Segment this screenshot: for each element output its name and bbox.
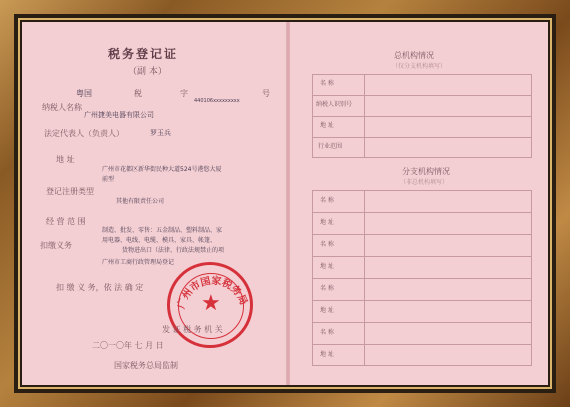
table2-row-line: [312, 256, 532, 257]
table1-label: 名 称: [320, 80, 334, 87]
seal-lettering: [170, 265, 256, 351]
cert-end: 号: [262, 89, 270, 98]
table1-label: 地 址: [320, 122, 334, 129]
table2-label: 地 址: [320, 263, 334, 270]
value-scope-1: 制造、批发、零售：五金制品、塑料制品、家: [102, 227, 223, 234]
label-legal-rep: 法定代表人（负责人）: [44, 129, 124, 138]
certificate-title: 税务登记证: [108, 47, 179, 61]
table2-label: 名 称: [320, 329, 334, 336]
table2-label: 地 址: [320, 307, 334, 314]
value-reg-type: 其他有限责任公司: [116, 198, 165, 205]
table2-row-line: [312, 300, 532, 301]
svg-text:广州市国家税务局: [174, 274, 250, 310]
cert-number: 440106xxxxxxxxx: [194, 98, 240, 104]
table1-label: 行业范围: [318, 143, 343, 150]
table2-label: 地 址: [320, 219, 334, 226]
seal-text: 广州市国家税务局: [176, 275, 249, 311]
issue-date: 二〇一〇年 七 月 日: [92, 341, 164, 350]
star-icon: ★: [201, 291, 221, 316]
cert-prefix: 粤国: [76, 89, 92, 98]
label-scope: 经 营 范 围: [46, 217, 86, 226]
cert-suffix: 字: [180, 89, 188, 98]
cert-char: 税: [134, 89, 142, 98]
branch-title: 分支机构情况: [402, 167, 450, 176]
table1-label: 纳税人识别号: [316, 101, 353, 108]
right-page: [290, 22, 548, 385]
label-taxpayer: 纳税人名称: [42, 103, 82, 112]
value-withholding: 广州市工商行政管理局登记: [102, 259, 175, 266]
value-address-2: 前型: [102, 176, 115, 183]
value-taxpayer: 广州捷美电器有限公司: [84, 111, 154, 119]
value-scope-3: 货物进出口（法律、行政法规禁止的项: [122, 247, 225, 254]
table1-row-line-1: [312, 95, 532, 96]
table1-row-line-2: [312, 116, 532, 117]
issuer-label: 发 证 税 务 机 关: [162, 325, 223, 334]
table2-label: 名 称: [320, 241, 334, 248]
label-address: 地 址: [56, 155, 75, 164]
branch-subtitle: （非总机构填写）: [400, 179, 449, 186]
table2-row-line: [312, 212, 532, 213]
table2-row-line: [312, 344, 532, 345]
table2-label: 名 称: [320, 197, 334, 204]
head-office-subtitle: （仅分支机构填写）: [392, 63, 447, 70]
tax-certificate: [22, 22, 548, 385]
left-page: [22, 22, 287, 385]
value-legal-rep: 罗玉兵: [150, 129, 171, 137]
value-scope-2: 用电器、电线、电缆、模具、家具、帐篷、: [102, 237, 217, 244]
table2-row-line: [312, 322, 532, 323]
table2-row-line: [312, 278, 532, 279]
table1-row-line-3: [312, 137, 532, 138]
label-reg-type: 登记注册类型: [46, 187, 94, 196]
notice-text: 扣 缴 义 务，依 法 确 定: [56, 283, 144, 292]
table2-label: 名 称: [320, 285, 334, 292]
label-withholding: 扣缴义务: [40, 241, 72, 250]
footer-supervision: 国家税务总局监制: [114, 361, 178, 370]
official-seal: [167, 262, 253, 348]
head-office-title: 总机构情况: [394, 51, 434, 60]
table2-row-line: [312, 234, 532, 235]
table2-label: 地 址: [320, 351, 334, 358]
certificate-subtitle: （副 本）: [128, 67, 167, 77]
value-address-1: 广州市花都区新华街民种大道524号港悠大厦: [102, 166, 222, 173]
